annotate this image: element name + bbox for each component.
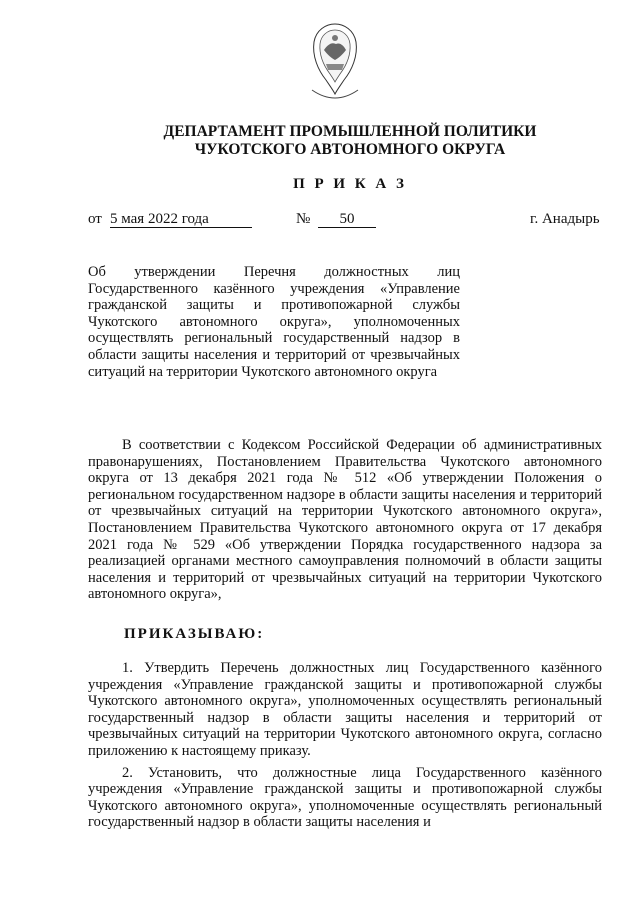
order-item-1: 1. Утвердить Перечень должностных лиц Государственного казённого учреждения «Управление гражданской защиты и противопожарной службы Чукотского автономного округа», уполномоченных осуществлять региональный государственный надзор в области защиты населения и территорий от чрезвычайных ситуаций на территории Чукотского автономного округа, согласно приложению к настоящему приказу. [88, 660, 602, 759]
date-field [110, 210, 252, 228]
order-item-2: 2. Установить, что должностные лица Государственного казённого учреждения «Управление гражданской защиты и противопожарной службы Чукотского автономного округа», уполномоченные осуществлять региональный государственный надзор в области защиты населения и [88, 764, 602, 831]
department-title-line2: ЧУКОТСКОГО АВТОНОМНОГО ОКРУГА [194, 141, 506, 158]
number-field [318, 210, 376, 228]
order-word: ПРИКАЗЫВАЮ: [124, 626, 265, 642]
document-type: П Р И К А З [293, 176, 407, 192]
preamble-paragraph: В соответствии с Кодексом Российской Федерации об административных правонарушениях, Постановлением Правительства Чукотского автономного округа от 13 декабря 2021 года № 512 «Об утверждении Положения о региональном государственном надзоре в области защиты населения и территорий от чрезвычайных ситуаций на территории Чукотского автономного округа», Постановлением Правительства Чукотского автономного округа от 17 декабря 2021 года № 529 «Об утверждении Порядка государственного надзора за реализацией органами местного самоуправления полномочий в области защиты населения и территорий от чрезвычайных ситуаций на территории Чукотского автономного округа», [88, 437, 602, 603]
place: г. Анадырь [530, 211, 600, 227]
date-value: 5 мая 2022 года [110, 210, 252, 228]
department-title-line1: ДЕПАРТАМЕНТ ПРОМЫШЛЕННОЙ ПОЛИТИКИ [163, 123, 537, 140]
number-value: 50 [318, 210, 376, 228]
number-sign: № [296, 211, 311, 227]
order-subject: Об утверждении Перечня должностных лиц Государственного казённого учреждения «Управление гражданской защиты и противопожарной службы Чукотского автономного округа», уполномоченных осуществлять региональный государственный надзор в области защиты населения и территорий от чрезвычайных ситуаций на территории Чукотского автономного округа [88, 264, 460, 380]
order-items [88, 660, 602, 836]
date-prefix: от [88, 211, 102, 227]
coat-of-arms-emblem [302, 20, 368, 106]
